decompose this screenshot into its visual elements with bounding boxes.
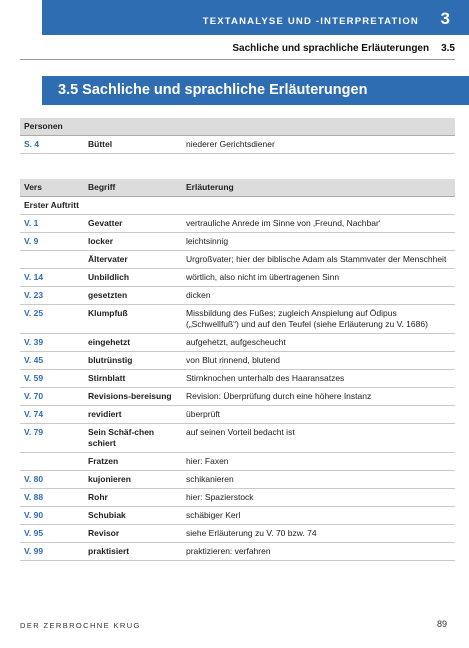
verse-ref: V. 88 xyxy=(20,489,84,507)
table-row xyxy=(20,251,455,269)
table-row xyxy=(20,287,455,305)
column-header-vers: Vers xyxy=(20,179,84,197)
table-row xyxy=(20,305,455,334)
table-row xyxy=(20,269,455,287)
verse-ref: V. 80 xyxy=(20,471,84,489)
term: eingehetzt xyxy=(84,334,182,352)
explanation: aufgehetzt, aufgescheucht xyxy=(182,334,455,352)
explanation: praktizieren: verfahren xyxy=(182,543,455,561)
table-row xyxy=(20,424,455,453)
explanation: niederer Gerichtsdiener xyxy=(182,136,455,154)
explanation: vertrauliche Anrede im Sinne von ‚Freund, Nachbar‘ xyxy=(182,215,455,233)
term: blutrünstig xyxy=(84,352,182,370)
section-title-bar xyxy=(42,76,469,105)
personen-table xyxy=(20,118,455,154)
subtitle-text: Sachliche und sprachliche Erläuterungen xyxy=(232,43,430,54)
table-row xyxy=(20,471,455,489)
explanation: hier: Spazierstock xyxy=(182,489,455,507)
table-row xyxy=(20,388,455,406)
personen-header-row xyxy=(20,118,455,136)
term: Klumpfuß xyxy=(84,305,182,334)
header-divider xyxy=(20,59,455,60)
table-row xyxy=(20,370,455,388)
term: Fratzen xyxy=(84,453,182,471)
term: Revisions-bereisung xyxy=(84,388,182,406)
explanation: überprüft xyxy=(182,406,455,424)
verse-ref: V. 95 xyxy=(20,525,84,543)
explanation: Urgroßvater; hier der biblische Adam als Stammvater der Menschheit xyxy=(182,251,455,269)
verse-ref: V. 74 xyxy=(20,406,84,424)
term: praktisiert xyxy=(84,543,182,561)
verse-ref: V. 39 xyxy=(20,334,84,352)
table-row xyxy=(20,489,455,507)
term: locker xyxy=(84,233,182,251)
verse-ref: V. 14 xyxy=(20,269,84,287)
glossary-table xyxy=(20,179,455,561)
term: Stirnblatt xyxy=(84,370,182,388)
term: Sein Schäf-chen schiert xyxy=(84,424,182,453)
term: gesetzten xyxy=(84,287,182,305)
footer-book-title: DER ZERBROCHNE KRUG xyxy=(20,621,141,630)
explanation: wörtlich, also nicht im übertragenen Sinn xyxy=(182,269,455,287)
explanation: von Blut rinnend, blutend xyxy=(182,352,455,370)
verse-ref: V. 9 xyxy=(20,233,84,251)
term: kujonieren xyxy=(84,471,182,489)
term: Schubiak xyxy=(84,507,182,525)
personen-header: Personen xyxy=(20,118,455,136)
verse-ref: S. 4 xyxy=(20,136,84,154)
explanation: schikanieren xyxy=(182,471,455,489)
term: Ältervater xyxy=(84,251,182,269)
table-row xyxy=(20,136,455,154)
verse-ref: V. 79 xyxy=(20,424,84,453)
table-row xyxy=(20,233,455,251)
table-row xyxy=(20,352,455,370)
verse-ref: V. 59 xyxy=(20,370,84,388)
table-row xyxy=(20,543,455,561)
verse-ref: V. 1 xyxy=(20,215,84,233)
chapter-section-title: TEXTANALYSE UND -INTERPRETATION xyxy=(202,16,419,27)
column-header-erlaeuterung: Erläuterung xyxy=(182,179,455,197)
explanation: schäbiger Kerl xyxy=(182,507,455,525)
term: revidiert xyxy=(84,406,182,424)
chapter-number: 3 xyxy=(440,9,450,28)
section-title: 3.5 Sachliche und sprachliche Erläuterungen xyxy=(58,82,368,98)
footer-page-number: 89 xyxy=(436,619,447,629)
verse-ref xyxy=(20,453,84,471)
verse-ref: V. 23 xyxy=(20,287,84,305)
table-row xyxy=(20,525,455,543)
term: Unbildlich xyxy=(84,269,182,287)
term: Revisor xyxy=(84,525,182,543)
verse-ref: V. 45 xyxy=(20,352,84,370)
chapter-header-bar xyxy=(42,0,469,35)
explanation: Revision: Überprüfung durch eine höhere Instanz xyxy=(182,388,455,406)
verse-ref: V. 70 xyxy=(20,388,84,406)
explanation: Missbildung des Fußes; zugleich Anspielung auf Ödipus („Schwellfuß“) und auf den Teufel (siehe Erläuterung zu V. 1686) xyxy=(182,305,455,334)
explanation: siehe Erläuterung zu V. 70 bzw. 74 xyxy=(182,525,455,543)
explanation: Stirnknochen unterhalb des Haaransatzes xyxy=(182,370,455,388)
table-row xyxy=(20,334,455,352)
term: Gevatter xyxy=(84,215,182,233)
section-label: Erster Auftritt xyxy=(20,197,455,215)
explanation: auf seinen Vorteil bedacht ist xyxy=(182,424,455,453)
table-row xyxy=(20,215,455,233)
subtitle-number: 3.5 xyxy=(441,43,455,54)
table-row xyxy=(20,507,455,525)
verse-ref xyxy=(20,251,84,269)
running-subtitle xyxy=(232,43,455,54)
table-row xyxy=(20,406,455,424)
term: Büttel xyxy=(84,136,182,154)
table-row xyxy=(20,453,455,471)
verse-ref: V. 90 xyxy=(20,507,84,525)
explanation: hier: Faxen xyxy=(182,453,455,471)
term: Rohr xyxy=(84,489,182,507)
glossary-header-row xyxy=(20,179,455,197)
explanation: leichtsinnig xyxy=(182,233,455,251)
verse-ref: V. 25 xyxy=(20,305,84,334)
column-header-begriff: Begriff xyxy=(84,179,182,197)
section-row xyxy=(20,197,455,215)
explanation: dicken xyxy=(182,287,455,305)
verse-ref: V. 99 xyxy=(20,543,84,561)
